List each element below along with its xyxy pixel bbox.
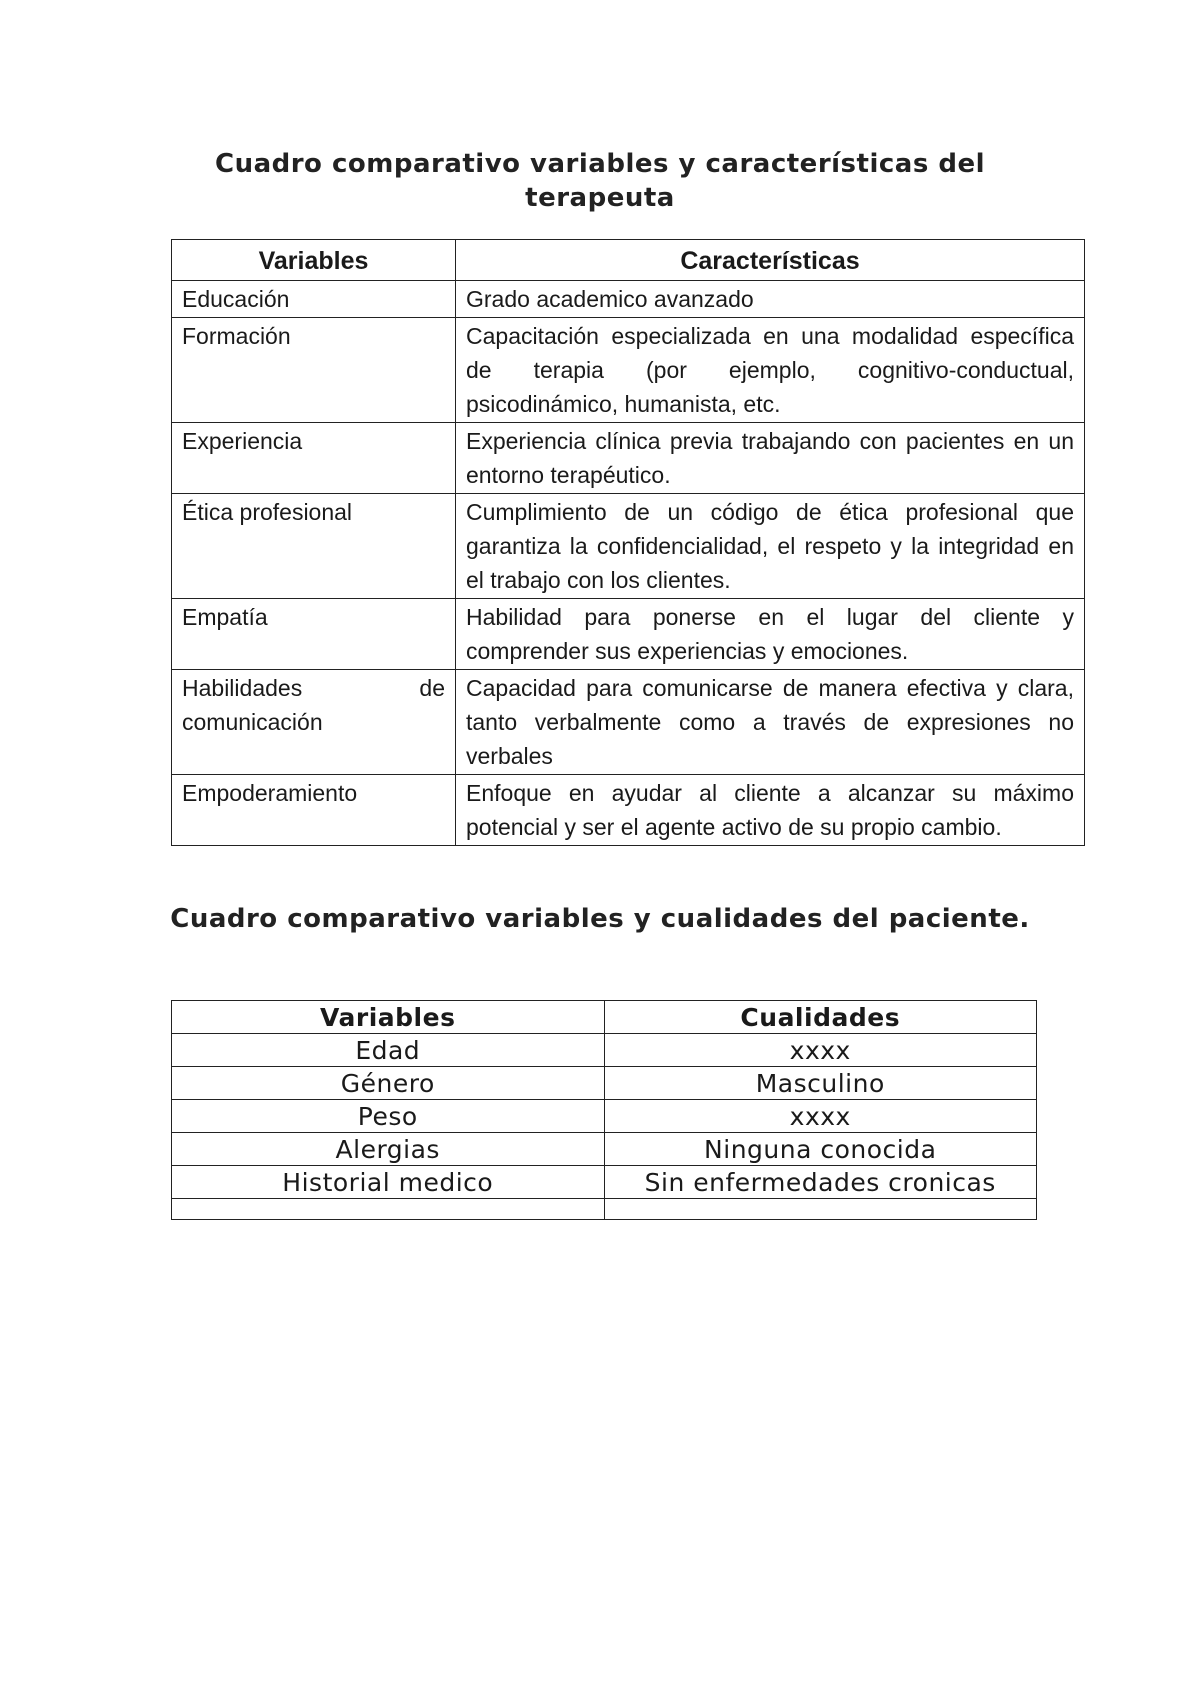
quality-cell: Masculino — [604, 1067, 1037, 1100]
quality-cell — [604, 1199, 1037, 1220]
variable-cell — [172, 1199, 605, 1220]
table-row — [172, 1034, 1037, 1067]
quality-cell: xxxx — [604, 1034, 1037, 1067]
patient-qualities-table — [171, 1000, 1037, 1220]
table-row — [172, 599, 1085, 670]
therapist-table-title: Cuadro comparativo variables y características del terapeuta — [214, 149, 986, 213]
quality-cell: Ninguna conocida — [604, 1133, 1037, 1166]
table-row — [172, 1133, 1037, 1166]
quality-cell: xxxx — [604, 1100, 1037, 1133]
variable-cell: Género — [172, 1067, 605, 1100]
table-row — [172, 1067, 1037, 1100]
table-row — [172, 494, 1085, 599]
characteristic-cell: Capacidad para comunicarse de manera efectiva y clara, tanto verbalmente como a través de expresiones no verbales — [456, 670, 1085, 775]
characteristic-cell: Capacitación especializada en una modalidad específica de terapia (por ejemplo, cognitivo-conductual, psicodinámico, humanista, etc. — [456, 318, 1085, 423]
characteristic-cell: Cumplimiento de un código de ética profesional que garantiza la confidencialidad, el respeto y la integridad en el trabajo con los clientes. — [456, 494, 1085, 599]
table-row — [172, 1166, 1037, 1199]
variable-cell: Alergias — [172, 1133, 605, 1166]
patient-table-title: Cuadro comparativo variables y cualidades del paciente. — [170, 904, 1030, 934]
characteristic-cell: Habilidad para ponerse en el lugar del cliente y comprender sus experiencias y emociones. — [456, 599, 1085, 670]
variable-cell: Historial medico — [172, 1166, 605, 1199]
variable-cell: Peso — [172, 1100, 605, 1133]
table-header-row — [172, 1001, 1037, 1034]
characteristic-cell: Enfoque en ayudar al cliente a alcanzar su máximo potencial y ser el agente activo de su propio cambio. — [456, 775, 1085, 846]
column-header-cualidades: Cualidades — [604, 1001, 1037, 1034]
table-row — [172, 670, 1085, 775]
table-row — [172, 775, 1085, 846]
table-row — [172, 318, 1085, 423]
table-row — [172, 1100, 1037, 1133]
variable-cell: Empoderamiento — [172, 775, 456, 846]
quality-cell: Sin enfermedades cronicas — [604, 1166, 1037, 1199]
variable-cell: Habilidades de comunicación — [172, 670, 456, 775]
variable-cell: Educación — [172, 281, 456, 318]
table-header-row — [172, 240, 1085, 281]
variable-cell: Edad — [172, 1034, 605, 1067]
variable-cell: Empatía — [172, 599, 456, 670]
characteristic-cell: Experiencia clínica previa trabajando con pacientes en un entorno terapéutico. — [456, 423, 1085, 494]
table-row — [172, 423, 1085, 494]
column-header-variables: Variables — [172, 1001, 605, 1034]
characteristic-cell: Grado academico avanzado — [456, 281, 1085, 318]
table-row-empty — [172, 1199, 1037, 1220]
column-header-variables: Variables — [172, 240, 456, 281]
column-header-caracteristicas: Características — [456, 240, 1085, 281]
variable-cell: Formación — [172, 318, 456, 423]
variable-cell: Ética profesional — [172, 494, 456, 599]
variable-cell: Experiencia — [172, 423, 456, 494]
therapist-characteristics-table — [171, 239, 1085, 846]
table-row — [172, 281, 1085, 318]
